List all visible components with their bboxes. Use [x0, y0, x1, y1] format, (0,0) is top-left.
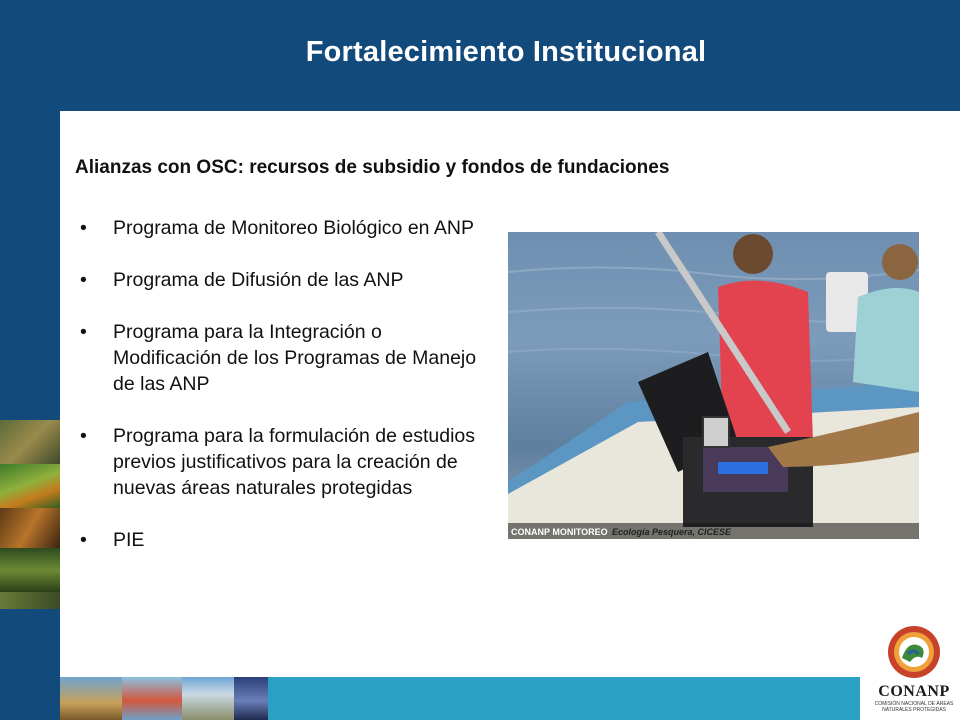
conanp-wordmark: CONANP: [878, 683, 950, 700]
nature-thumbnail-flamingo: [122, 677, 182, 720]
photo-caption-source: Ecología Pesquera, CICESE: [612, 527, 732, 537]
monitoring-photo: [508, 232, 919, 539]
page-title: Fortalecimiento Institucional: [305, 36, 707, 68]
list-item-text: Programa de Difusión de las ANP: [113, 269, 404, 291]
bullet-icon: •: [80, 529, 87, 551]
conanp-subtext: COMISIÓN NACIONAL DE ÁREAS NATURALES PROTEGIDAS: [874, 701, 954, 713]
left-decorative-strip: [0, 111, 60, 720]
bullet-icon: •: [80, 321, 87, 343]
nature-thumbnail-night: [234, 677, 268, 720]
list-item-text: Programa para la Integración o Modificación de los Programas de Manejo de las ANP: [113, 321, 477, 395]
nature-thumbnail-frog: [0, 464, 60, 508]
nature-thumbnail-forest: [0, 548, 60, 592]
list-item-text: Programa para la formulación de estudios previos justificativos para la creación de nuevas áreas naturales protegidas: [113, 425, 476, 499]
section-subtitle: Alianzas con OSC: recursos de subsidio y fondos de fundaciones: [75, 157, 670, 178]
list-item-text: PIE: [113, 529, 145, 551]
bullet-icon: •: [80, 269, 87, 291]
list-item: [80, 423, 490, 501]
list-item: [80, 267, 490, 293]
nature-thumbnail-animal: [0, 508, 60, 548]
nature-thumbnail-people: [0, 420, 60, 464]
nature-thumbnail-rock: [60, 677, 122, 720]
bullet-icon: •: [80, 425, 87, 447]
program-list: [80, 215, 490, 579]
bullet-icon: •: [80, 217, 87, 239]
nature-thumbnail-landscape: [182, 677, 234, 720]
list-item-text: Programa de Monitoreo Biológico en ANP: [113, 217, 474, 239]
photo-caption-bar: [508, 523, 919, 539]
list-item: [80, 527, 490, 553]
nature-thumbnail-bird: [0, 592, 60, 609]
list-item: [80, 319, 490, 397]
photo-caption-credit: CONANP MONITOREO: [511, 527, 608, 537]
photo-illustration: [508, 232, 919, 539]
list-item: [80, 215, 490, 241]
